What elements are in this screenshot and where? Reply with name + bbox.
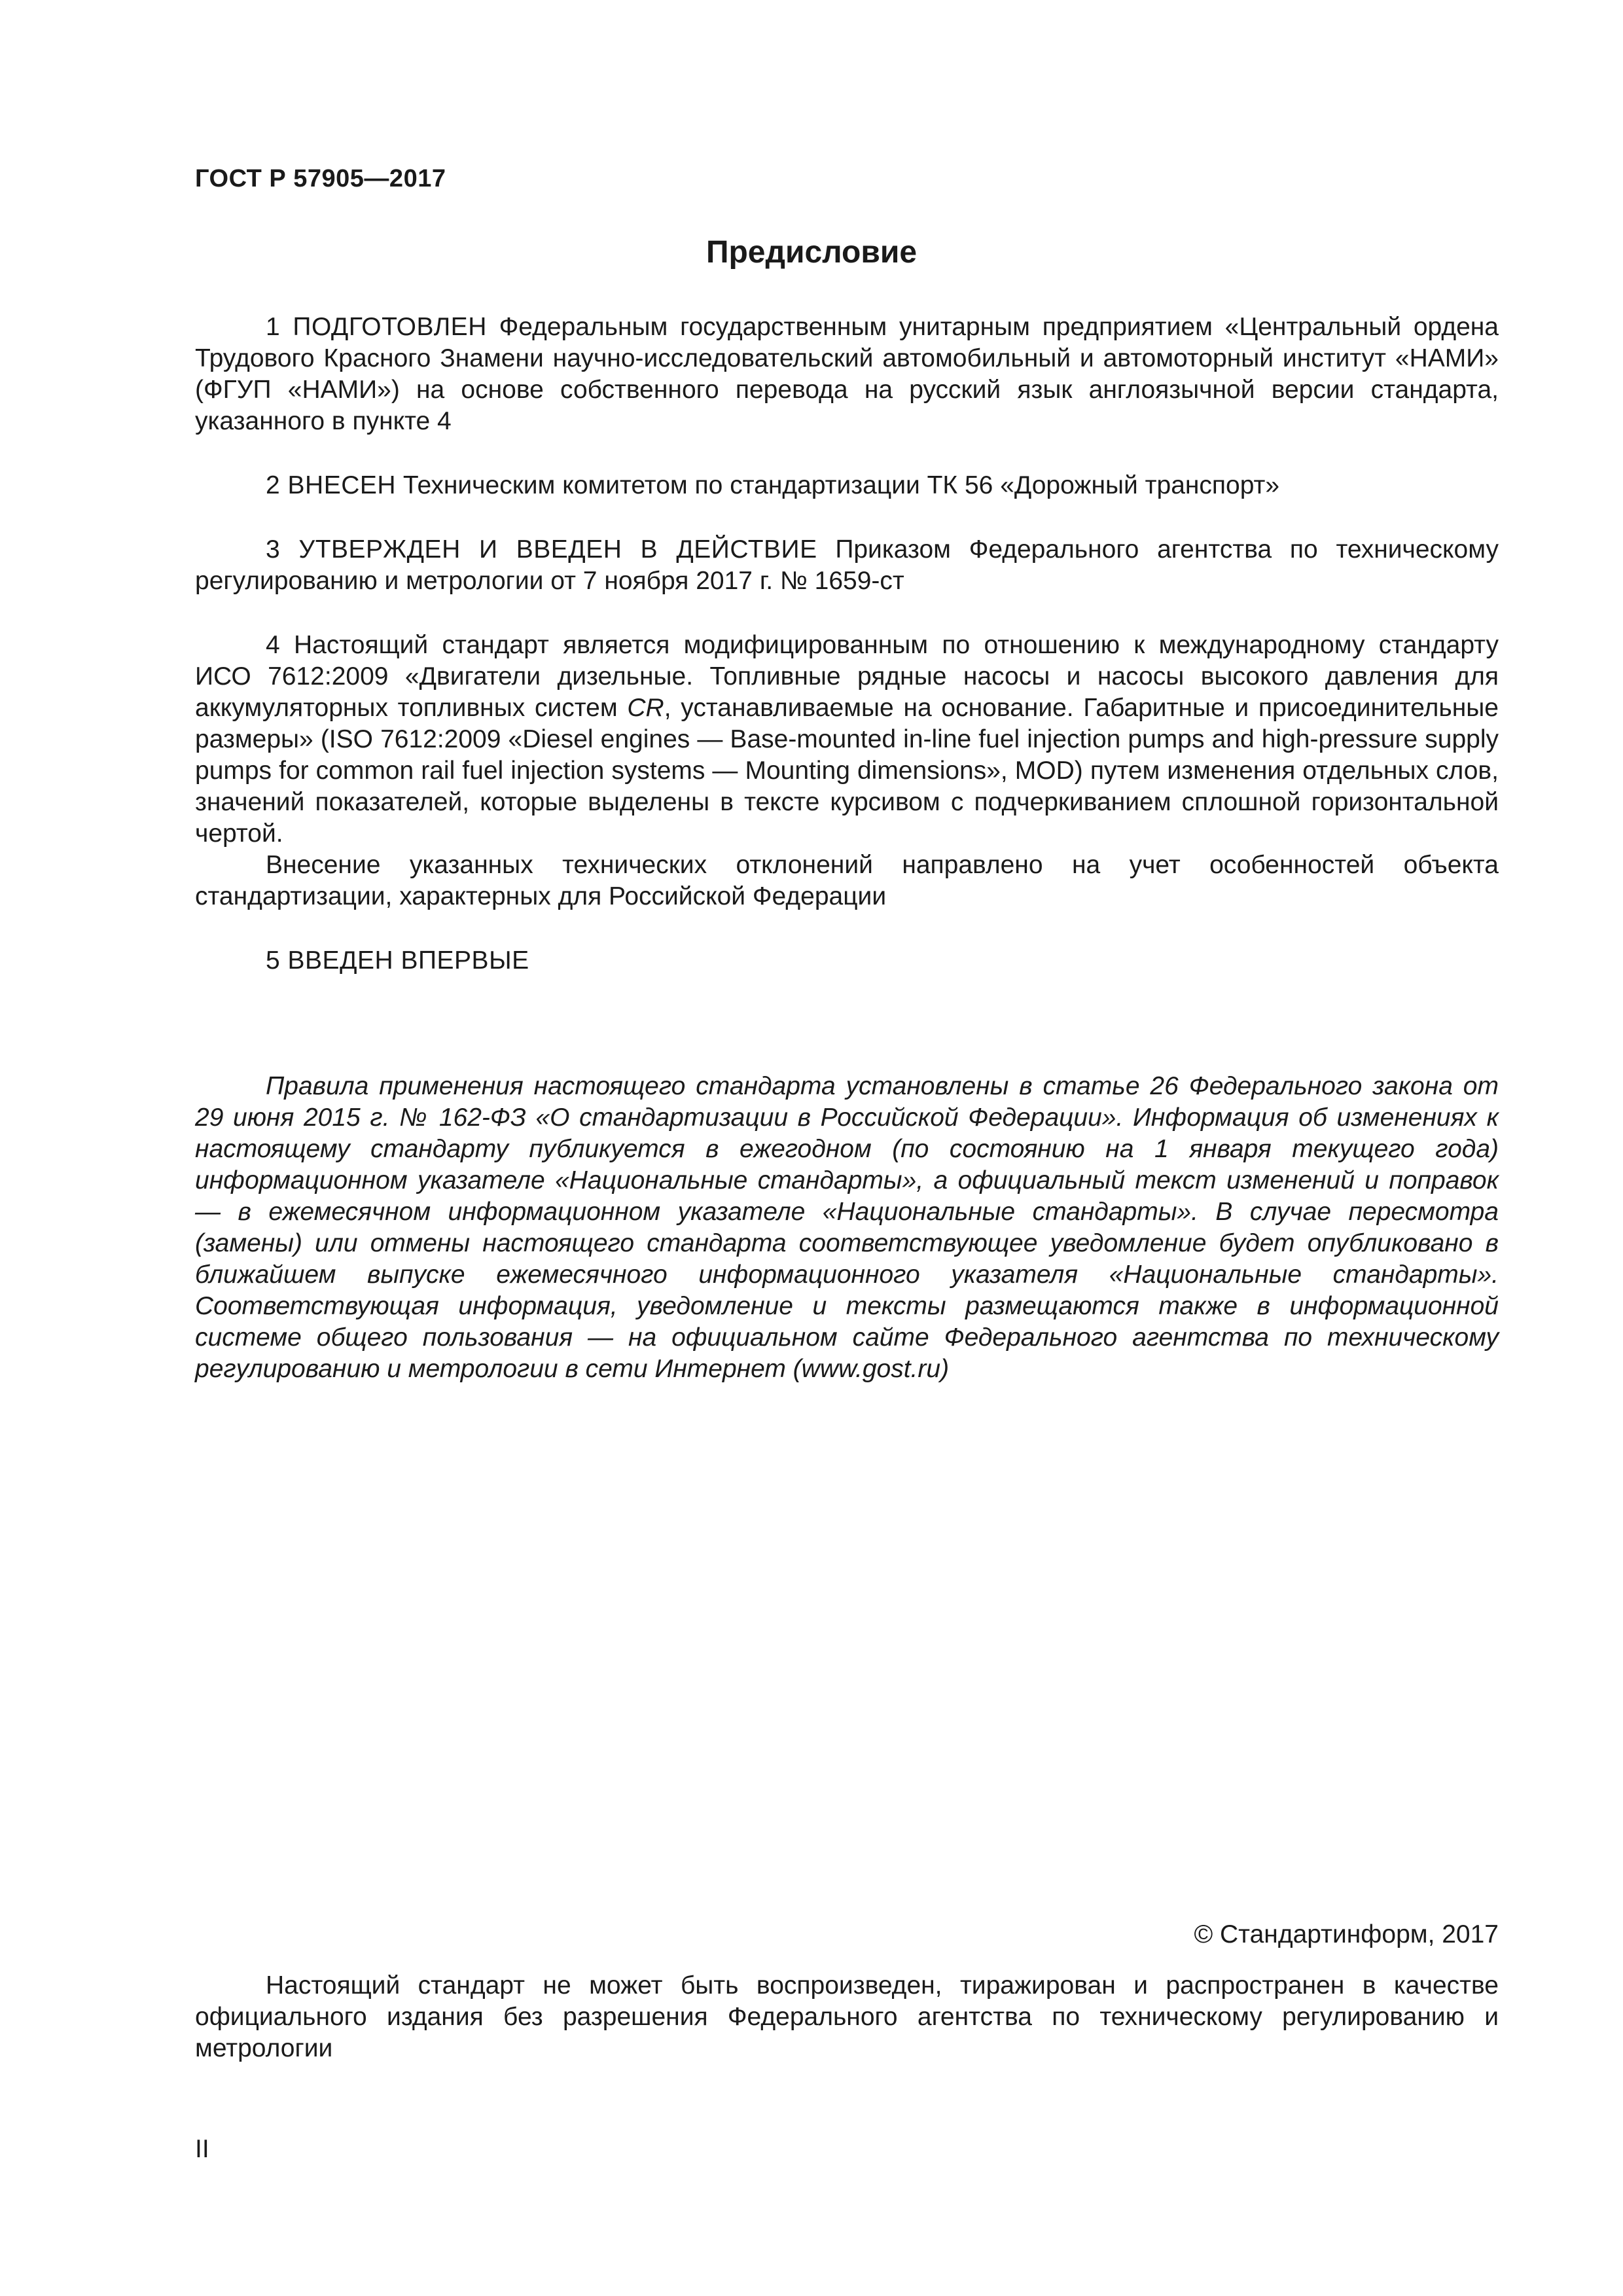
section-3 [195, 534, 1499, 597]
standard-code-header: ГОСТ Р 57905—2017 [195, 165, 446, 192]
section-3-text: Приказом Федерального агентства по техническому регулированию и метрологии от 7 ноября 2017 г. № 1659-ст [195, 535, 1499, 595]
section-4-cr-term: CR [627, 694, 664, 722]
application-rules-note [195, 1071, 1499, 1385]
section-4-text-part2: , устанавливаемые на основание. Габаритные и присоединительные размеры» (ISO 7612:2009 «Diesel engines — Base-mounted in-line fuel injection pumps and high-pressure supply pumps for common rail fuel injection systems — Mounting dimensions», MOD) путем изменения отдельных слов, значений показателей, которые выделены в тексте курсивом с подчеркиванием сплошной горизонтальной чертой. [195, 694, 1499, 848]
page-number: II [195, 2135, 209, 2163]
application-rules-text: Правила применения настоящего стандарта установлены в статье 26 Федерального закона от 29 июня 2015 г. № 162-ФЗ «О стандартизации в Российской Федерации». Информация об изменениях к настоящему стандарту публикуется в ежегодном (по состоянию на 1 января текущего года) информационном указателе «Национальные стандарты», а официальный текст изменений и поправок — в ежемесячном информационном указателе «Национальные стандарты». В случае пересмотра (замены) или отмены настоящего стандарта соответствующее уведомление будет опубликовано в ближайшем выпуске ежемесячного информационного указателя «Национальные стандарты». Соответствующая информация, уведомление и тексты размещаются также в информационной системе общего пользования — на официальном сайте Федерального агентства по техническому регулированию и метрологии в сети Интернет (www.gost.ru) [195, 1072, 1499, 1383]
page-title: Предисловие [705, 235, 918, 270]
reproduction-notice-text: Настоящий стандарт не может быть воспроизведен, тиражирован и распространен в качестве официального издания без разрешения Федерального агентства по техническому регулированию и метрологии [195, 1971, 1499, 2062]
section-1-label: 1 ПОДГОТОВЛЕН [266, 313, 487, 341]
section-4-text-part1: 4 Настоящий стандарт является модифицированным по отношению к международному стандарту ИСО 7612:2009 «Двигатели дизельные. Топливные рядные насосы и насосы высокого давления для аккумуляторных топливных систем [195, 631, 1499, 722]
section-2 [195, 470, 1499, 501]
section-5 [195, 945, 1499, 977]
section-2-text: Техническим комитетом по стандартизации ТК 56 «Дорожный транспорт» [396, 471, 1280, 499]
reproduction-notice [195, 1970, 1499, 2064]
section-4-paragraph-2: Внесение указанных технических отклонений направлено на учет особенностей объекта стандартизации, характерных для Российской Федерации [195, 851, 1499, 910]
section-1-text: Федеральным государственным унитарным предприятием «Центральный ордена Трудового Красного Знамени научно-исследовательский автомобильный и автомоторный институт «НАМИ» (ФГУП «НАМИ») на основе собственного перевода на русский язык англоязычной версии стандарта, указанного в пункте 4 [195, 313, 1499, 435]
section-3-label: 3 УТВЕРЖДЕН И ВВЕДЕН В ДЕЙСТВИЕ [266, 535, 817, 564]
section-2-label: 2 ВНЕСЕН [266, 471, 397, 499]
section-4 [195, 630, 1499, 912]
section-1 [195, 312, 1499, 437]
copyright-line: © Стандартинформ, 2017 [1194, 1920, 1499, 1948]
section-5-text: 5 ВВЕДЕН ВПЕРВЫЕ [266, 946, 529, 975]
